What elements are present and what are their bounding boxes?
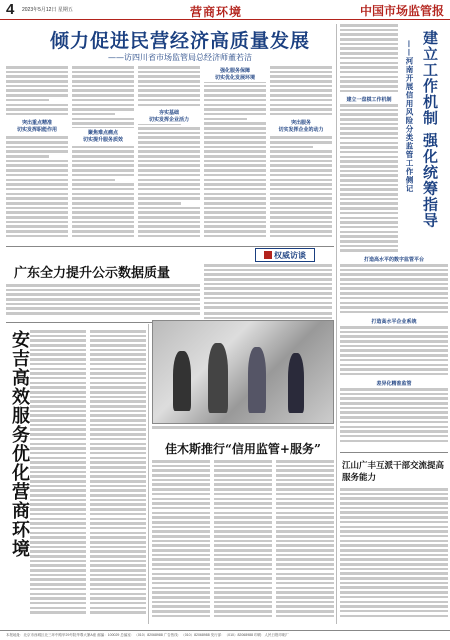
- right-col-subtitle: ——河南开展信用风险分类监管工作侧记: [405, 40, 414, 193]
- guangdong-title: 广东全力提升公示数据质量: [14, 266, 171, 281]
- lead-subhead-3: 夯实基础 切实发挥企业活力: [138, 108, 200, 124]
- jiamusi-body-1: [152, 460, 210, 624]
- lead-col-1: [6, 66, 68, 242]
- lead-article-title: 倾力促进民营经济高质量发展: [49, 30, 310, 52]
- date-line: 2023年5月12日 星期五: [22, 7, 73, 13]
- lead-continuation: [204, 264, 332, 310]
- anji-body-1: [30, 330, 86, 620]
- feature-tag-label: 权威访谈: [274, 249, 306, 260]
- section-divider-3: [340, 452, 448, 453]
- section-divider-1: [6, 246, 334, 247]
- right-subhead-1: 建立一盘棋工作机制: [346, 97, 392, 103]
- lead-col-4: [204, 66, 266, 242]
- page-header: [0, 0, 450, 20]
- anji-body-2: [90, 330, 146, 620]
- right-col-title: 建立工作机制 强化统筹指导: [421, 30, 439, 229]
- guangdong-body: [6, 284, 200, 320]
- lead-subhead-2: 聚焦难点痛点 切实提升服务质效: [72, 128, 134, 144]
- news-photo: [152, 320, 334, 424]
- lead-col-2: [72, 66, 134, 242]
- photo-figure: [173, 351, 191, 411]
- section-label: 营商环境: [190, 5, 243, 19]
- column-rule: [148, 324, 149, 624]
- lead-subhead-5: 突出服务 切实发挥企业的动力: [270, 118, 332, 134]
- photo-figure: [208, 343, 228, 413]
- right-col-text-2: [340, 104, 398, 254]
- right-col-text-3: [340, 264, 448, 316]
- jiangshan-body: [340, 488, 448, 624]
- jiamusi-title: 佳木斯推行“信用监管+服务”: [165, 442, 321, 456]
- right-subhead-4: 差异化精准监管: [376, 381, 412, 387]
- lead-subhead-4: 强化服务保障 切实优化发展环境: [204, 66, 266, 82]
- column-rule: [336, 24, 337, 624]
- photo-caption: [152, 426, 334, 434]
- photo-figure: [248, 347, 266, 413]
- right-col-text-1: [340, 24, 398, 94]
- photo-figure: [288, 353, 304, 413]
- right-subhead-3: 打造高水平企业系统: [371, 319, 417, 325]
- lead-col-3: [138, 66, 200, 242]
- jiamusi-body-3: [276, 460, 334, 624]
- anji-title: 安吉高效服务优化营商环境: [9, 330, 30, 558]
- jiamusi-body-2: [214, 460, 272, 624]
- masthead-logo: 中国市场监管报: [359, 4, 444, 18]
- lead-article-subtitle: ——访四川省市场监管局总经济师董若洁: [108, 53, 252, 62]
- right-col-text-4: [340, 326, 448, 378]
- lead-col-5: [270, 66, 332, 242]
- feature-tag: [255, 248, 315, 262]
- feature-tag-icon: [264, 251, 272, 259]
- page-footer: 本报地址：北京市西城区北三环中路甲29号院华尊大厦A座 邮编：100029 总编室：（010）82068988 广告热线：（010）82068988 发行部：（010）82068988 印刷：人民日报印刷厂: [0, 630, 450, 640]
- lead-subhead-1: 突出重点精准 切实发挥职能作用: [6, 118, 68, 134]
- jiangshan-title: 江山广丰互派干部交流提高服务能力: [342, 461, 445, 483]
- page-number: 4: [6, 1, 15, 18]
- right-col-text-5: [340, 388, 448, 448]
- right-subhead-2: 打造高水平的数字监管平台: [363, 257, 424, 263]
